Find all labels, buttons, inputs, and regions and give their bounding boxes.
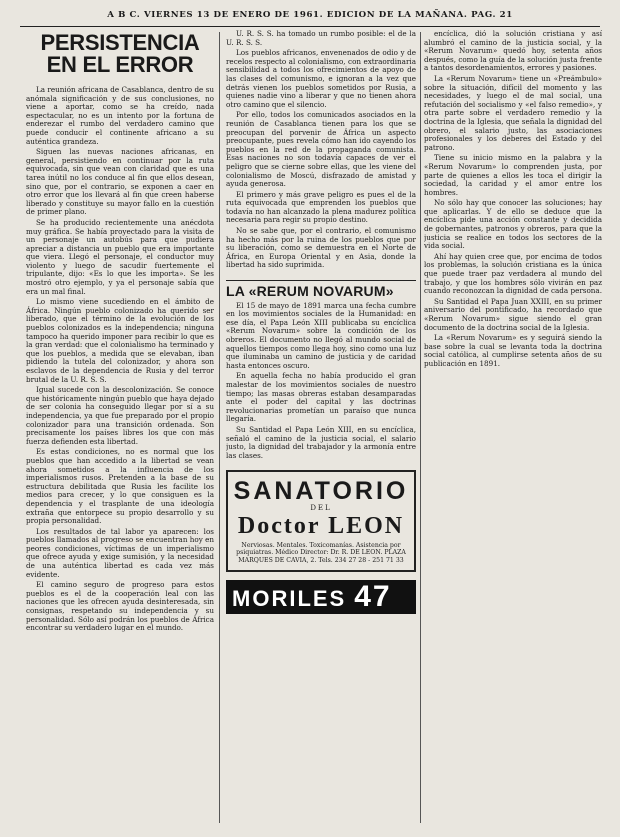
article-2-paragraph: Su Santidad el Papa León XIII, en su encíclica, señaló el camino de la justicia social, el salario justo, la dignidad del trabajador y la armonía entre las clases.	[226, 424, 416, 460]
article-continuation-paragraph: El primero y más grave peligro es pues el de la ruta equivocada que emprenden los pueblos que todavía no han alcanzado la plena madurez política necesaria para regir su propio destino.	[226, 189, 416, 225]
column-3	[424, 30, 602, 823]
article-1-title: PERSISTENCIA EN EL ERROR	[40, 30, 200, 77]
article-continuation-paragraph: Los pueblos africanos, envenenados de odio y de recelos respecto al colonialismo, con extraordinaria sensibilidad a todos los ofrecimientos de apoyo de las clases del comunismo, e ignoran a la vez que detrás vienen los pueblos sometidos por Rusia, a quienes nadie vino a liberar y que no tienen ahora otro camino que el silencio.	[226, 48, 416, 109]
header-rule	[20, 26, 600, 27]
moriles-brand: MORILES	[232, 586, 347, 612]
ad-title: SANATORIO	[233, 477, 409, 506]
article-1-paragraph: Igual sucede con la descolonización. Se conoce que históricamente ningún pueblo que haya dejado de ser colonia ha conseguido llegar por sí a su independencia, ya que fue preparado por el propio colonizador para una transición ordenada. Son precisamente los países libres los que con más fuerza defienden esta libertad.	[26, 385, 214, 446]
moriles-number: 47	[354, 580, 392, 614]
article-continuation-paragraph: Por ello, todos los comunicados asociados en la reunión de Casablanca tienen para los que se preocupan del porvenir de África un aspecto preocupante, pues revela cómo han ido cayendo los pueblos en la red de la propaganda comunista. Esas naciones no son todavía capaces de ver el peligro que se cierne sobre ellas, que les viene del colonialismo de Moscú, disfrazado de amistad y ayuda generosa.	[226, 110, 416, 189]
article-3-paragraph: Tiene su inicio mismo en la palabra y la «Rerum Novarum» lo comprenden justa, por parte de quienes a ellos les toca el dirigir la sociedad, la caridad y el amor entre los hombres.	[424, 153, 602, 197]
page-header: A B C. VIERNES 13 DE ENERO DE 1961. EDICION DE LA MAÑANA. PAG. 21	[107, 10, 513, 20]
article-1-paragraph: El camino seguro de progreso para estos pueblos es el de la cooperación leal con las naciones que les ofrecen ayuda desinteresada, sin consignas, respetando su independencia y su personalidad. Sólo así podrán los pueblos de África encontrar su verdadero lugar en el mundo.	[26, 580, 214, 633]
column-divider	[219, 32, 220, 823]
moriles-advertisement	[226, 580, 416, 614]
column-1	[26, 30, 214, 823]
article-3-paragraph: La «Rerum Novarum» tiene un «Preámbulo» sobre la situación, difícil del momento y las necesidades, y luego el de mal social, una refutación del socialismo y «el falso remedio», y otra parte sobre el verdadero remedio y la doctrina de la Iglesia, que señala la dignidad del obrero, el salario justo, las asociaciones profesionales y los deberes del Estado y del patrono.	[424, 73, 602, 152]
article-continuation-paragraph: No se sabe que, por el contrario, el comunismo ha hecho más por la ruina de los pueblos que por su liberación, como se demuestra en el Norte de África, en Europa Oriental y en Asia, donde la libertad ha sido suprimida.	[226, 226, 416, 270]
ad-details: Nerviosas. Mentales. Toxicomanías. Asistencia por psiquiatras. Médico Director: Dr. R. DE LEON. PLAZA MARQUES DE CAVIA, 2. Tels. 234 27 28 - 251 71 33	[236, 541, 406, 564]
article-3-paragraph: encíclica, dió la solución cristiana y así alumbró el camino de la justicia social, y la «Rerum Novarum» quedó hoy, setenta años después, como la guía de la solución justa frente a tantos desordenamientos, errores y pasiones.	[424, 30, 602, 73]
article-2-paragraph: En aquella fecha no había producido el gran malestar de los movimientos sociales de nuestro tiempo; las masas obreras estaban desamparadas ante el poder del capital y las doctrinas revolucionarias prometían un paraíso que nunca llegaría.	[226, 371, 416, 424]
article-3-paragraph: Ahí hay quien cree que, por encima de todos los problemas, la solución cristiana es la única que puede traer paz verdadera al mundo del trabajo, y que los hombres sólo vivirán en paz cuando reconozcan la dignidad de cada persona.	[424, 251, 602, 296]
column-2	[226, 30, 416, 823]
column-divider	[420, 32, 421, 823]
article-3-paragraph: Su Santidad el Papa Juan XXIII, en su primer aniversario del pontificado, ha recordado que «Rerum Novarum» sigue siendo el gran documento de la doctrina social de la Iglesia.	[424, 296, 602, 332]
article-3-paragraph: No sólo hay que conocer las soluciones; hay que aplicarlas. Y de ello se deduce que la encíclica pide una acción constante y decidida de gobernantes, patronos y obreros, para que la justicia se realice en todos los sectores de la vida social.	[424, 198, 602, 251]
article-1-paragraph: Se ha producido recientemente una anécdota muy gráfica. Se había proyectado para la visita de un personaje un autobús para que pudiera apreciar a distancia un pueblo que era importante que viera. Llegó el personaje, el conductor muy violento y luego de sacudir fuertemente el tripulante, dijo: «Es lo que les importa». Se les mostró otro ejemplo, y ya el personaje sabía que era un mal final.	[26, 217, 214, 296]
sanatorio-advertisement	[226, 470, 416, 572]
article-2-paragraph: El 15 de mayo de 1891 marca una fecha cumbre en los movimientos sociales de la Humanidad: en ese día, el Papa León XIII publicaba su encíclica «Rerum Novarum» sobre la condición de los obreros. El documento no llegó al mundo social de aquellos tiempos como llega hoy, sino como una luz que iluminaba un camino de justicia y de caridad hasta entonces oscuro.	[226, 300, 416, 370]
article-1-paragraph: Los resultados de tal labor ya aparecen: los pueblos llamados al progreso se encuentran hoy en peores condiciones, víctimas de un imperialismo que ofrece ayuda y exige sumisión, y la necesidad de una auténtica libertad es cada vez más evidente.	[26, 526, 214, 579]
article-1-paragraph: La reunión africana de Casablanca, dentro de su anómala significación y de sus conclusiones, no viene a aportar, como se ha creído, nada espectacular, no es un intento por la fortuna de enderezar el rumbo del verdadero camino que puede conducir el continente africano a su auténtica grandeza.	[26, 85, 214, 146]
ad-subtitle: DEL	[310, 504, 332, 513]
article-2-title: LA «RERUM NOVARUM»	[226, 280, 416, 296]
ad-doctor-name: Doctor LEON	[237, 512, 405, 539]
article-1-paragraph: Siguen las nuevas naciones africanas, en general, persistiendo en continuar por la ruta equivocada, sin que vean con claridad que es una tarea inútil no los conduce al fin que ellos desean, sino que, por el contrario, se exponen a caer en otro error que los llevará al fin que creen haberse liberado y constituye su mayor fallo en la cuestión de primer plano.	[26, 147, 214, 217]
article-3-paragraph: La «Rerum Novarum» es y seguirá siendo la base sobre la cual se levanta toda la doctrina social católica, al cumplirse setenta años de su publicación en 1891.	[424, 333, 602, 368]
article-1-paragraph: Es estas condiciones, no es normal que los pueblos que han accedido a la libertad se vean ahora sometidos a la influencia de los imperialismos rusos. Pretenden a la base de su estructura debilitada que Rusia les facilite los medios para crecer, y lo que consiguen es la dependencia y el trasplante de una ideología extraña que entorpece su propio desarrollo y su propia personalidad.	[26, 447, 214, 526]
article-1-paragraph: Lo mismo viene sucediendo en el ámbito de África. Ningún pueblo colonizado ha querido ser liberado, que el término de la evolución de los pueblos colonizados es la independencia; ninguna tampoco ha querido imponer para recibir lo que es la gran verdad: que el colonialismo ha terminado y que los pueblos, a medida que se elevaban, iban pidiendo la tutela del colonizador, y ahora son esclavos de la dependencia de Rusia y del terror brutal de la U. R. S. S.	[26, 297, 214, 384]
article-continuation-paragraph: U. R. S. S. ha tomado un rumbo posible: el de la U. R. S. S.	[226, 30, 416, 47]
